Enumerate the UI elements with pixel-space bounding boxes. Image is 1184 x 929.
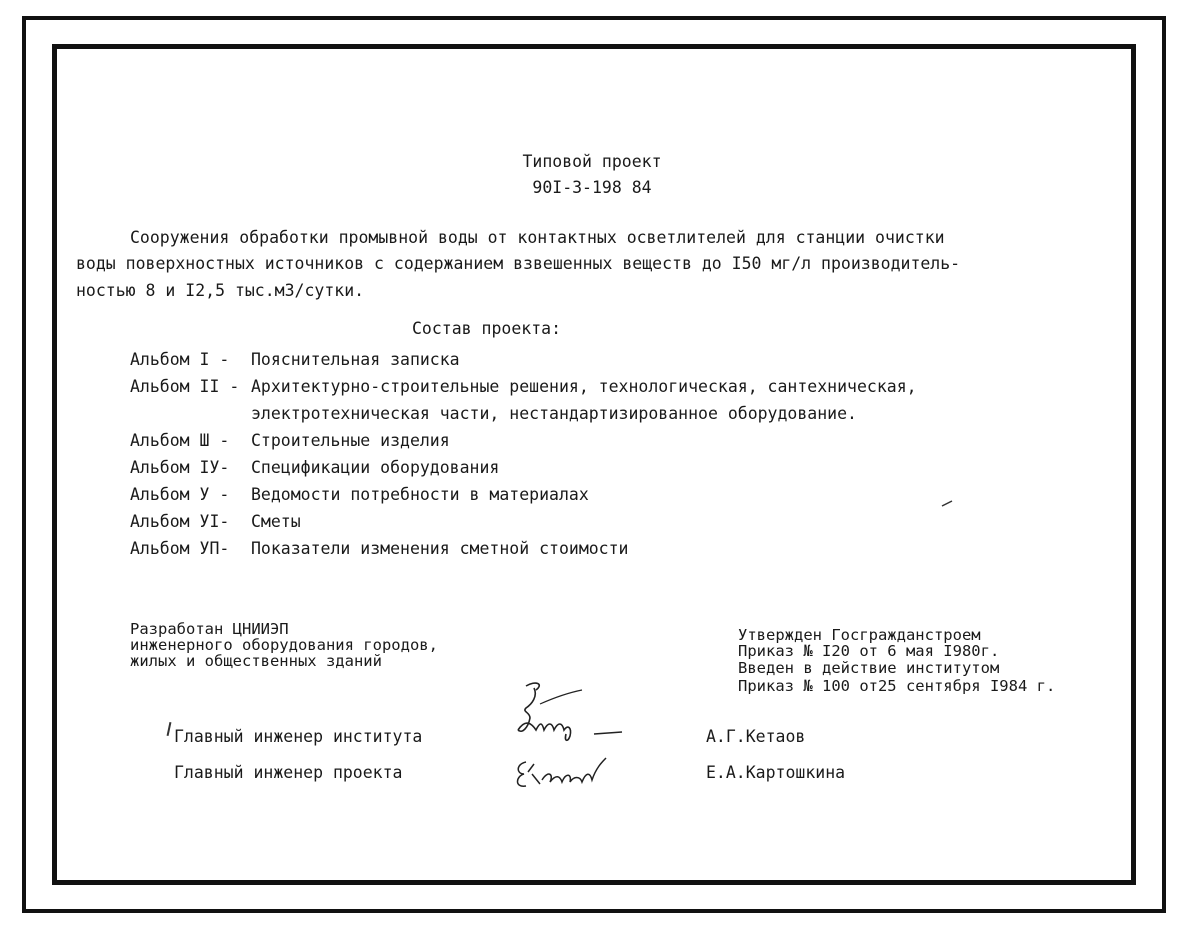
approval-line-1: Утвержден Госгражданстроем — [738, 626, 981, 644]
developer-line-2: инженерного оборудования городов, — [130, 636, 438, 654]
album-label: Альбом II - — [130, 377, 240, 396]
doc-title: Типовой проект — [522, 152, 662, 171]
signature-role: Главный инженер института — [174, 727, 423, 746]
description-line-1: Сооружения обработки промывной воды от контактных осветлителей для станции очистки — [130, 228, 945, 247]
developer-line-3: жилых и общественных зданий — [130, 652, 382, 670]
developer-line-1: Разработан ЦНИИЭП — [130, 620, 289, 638]
approval-line-3: Введен в действие институтом — [738, 659, 1000, 677]
album-text: Ведомости потребности в материалах — [251, 485, 589, 504]
composition-heading: Состав проекта: — [412, 319, 562, 338]
approval-line-4: Приказ № 100 от25 сентября I984 г. — [738, 677, 1056, 695]
album-label: Альбом У - — [130, 485, 230, 504]
signature-name: Е.А.Картошкина — [706, 763, 846, 782]
project-code: 90I-3-198 84 — [532, 178, 652, 197]
description-line-2: воды поверхностных источников с содержанием взвешенных веществ до I50 мг/л производитель- — [76, 254, 961, 273]
album-label: Альбом I - — [130, 350, 230, 369]
album-text: Спецификации оборудования — [251, 458, 500, 477]
signature-role: Главный инженер проекта — [174, 763, 403, 782]
album-label: Альбом УП- — [130, 539, 230, 558]
album-text: Сметы — [251, 512, 301, 531]
album-text: Строительные изделия — [251, 431, 450, 450]
pen-mark — [940, 498, 956, 508]
album-text: Показатели изменения сметной стоимости — [251, 539, 629, 558]
approval-line-2: Приказ № I20 от 6 мая I980г. — [738, 642, 1000, 660]
album-label: Альбом IУ- — [130, 458, 230, 477]
album-label: Альбом УI- — [130, 512, 230, 531]
album-text: Пояснительная записка — [251, 350, 460, 369]
album-label: Альбом Ш - — [130, 431, 230, 450]
album-text: Архитектурно-строительные решения, технологическая, сантехническая, — [251, 377, 917, 396]
signature-name: А.Г.Кетаов — [706, 727, 806, 746]
album-text-continued: электротехническая части, нестандартизированное оборудование. — [251, 404, 857, 423]
handwritten-signature-institute — [508, 678, 638, 748]
description-line-3: ностью 8 и I2,5 тыс.мЗ/сутки. — [76, 281, 365, 300]
handwritten-signature-project — [512, 752, 622, 796]
